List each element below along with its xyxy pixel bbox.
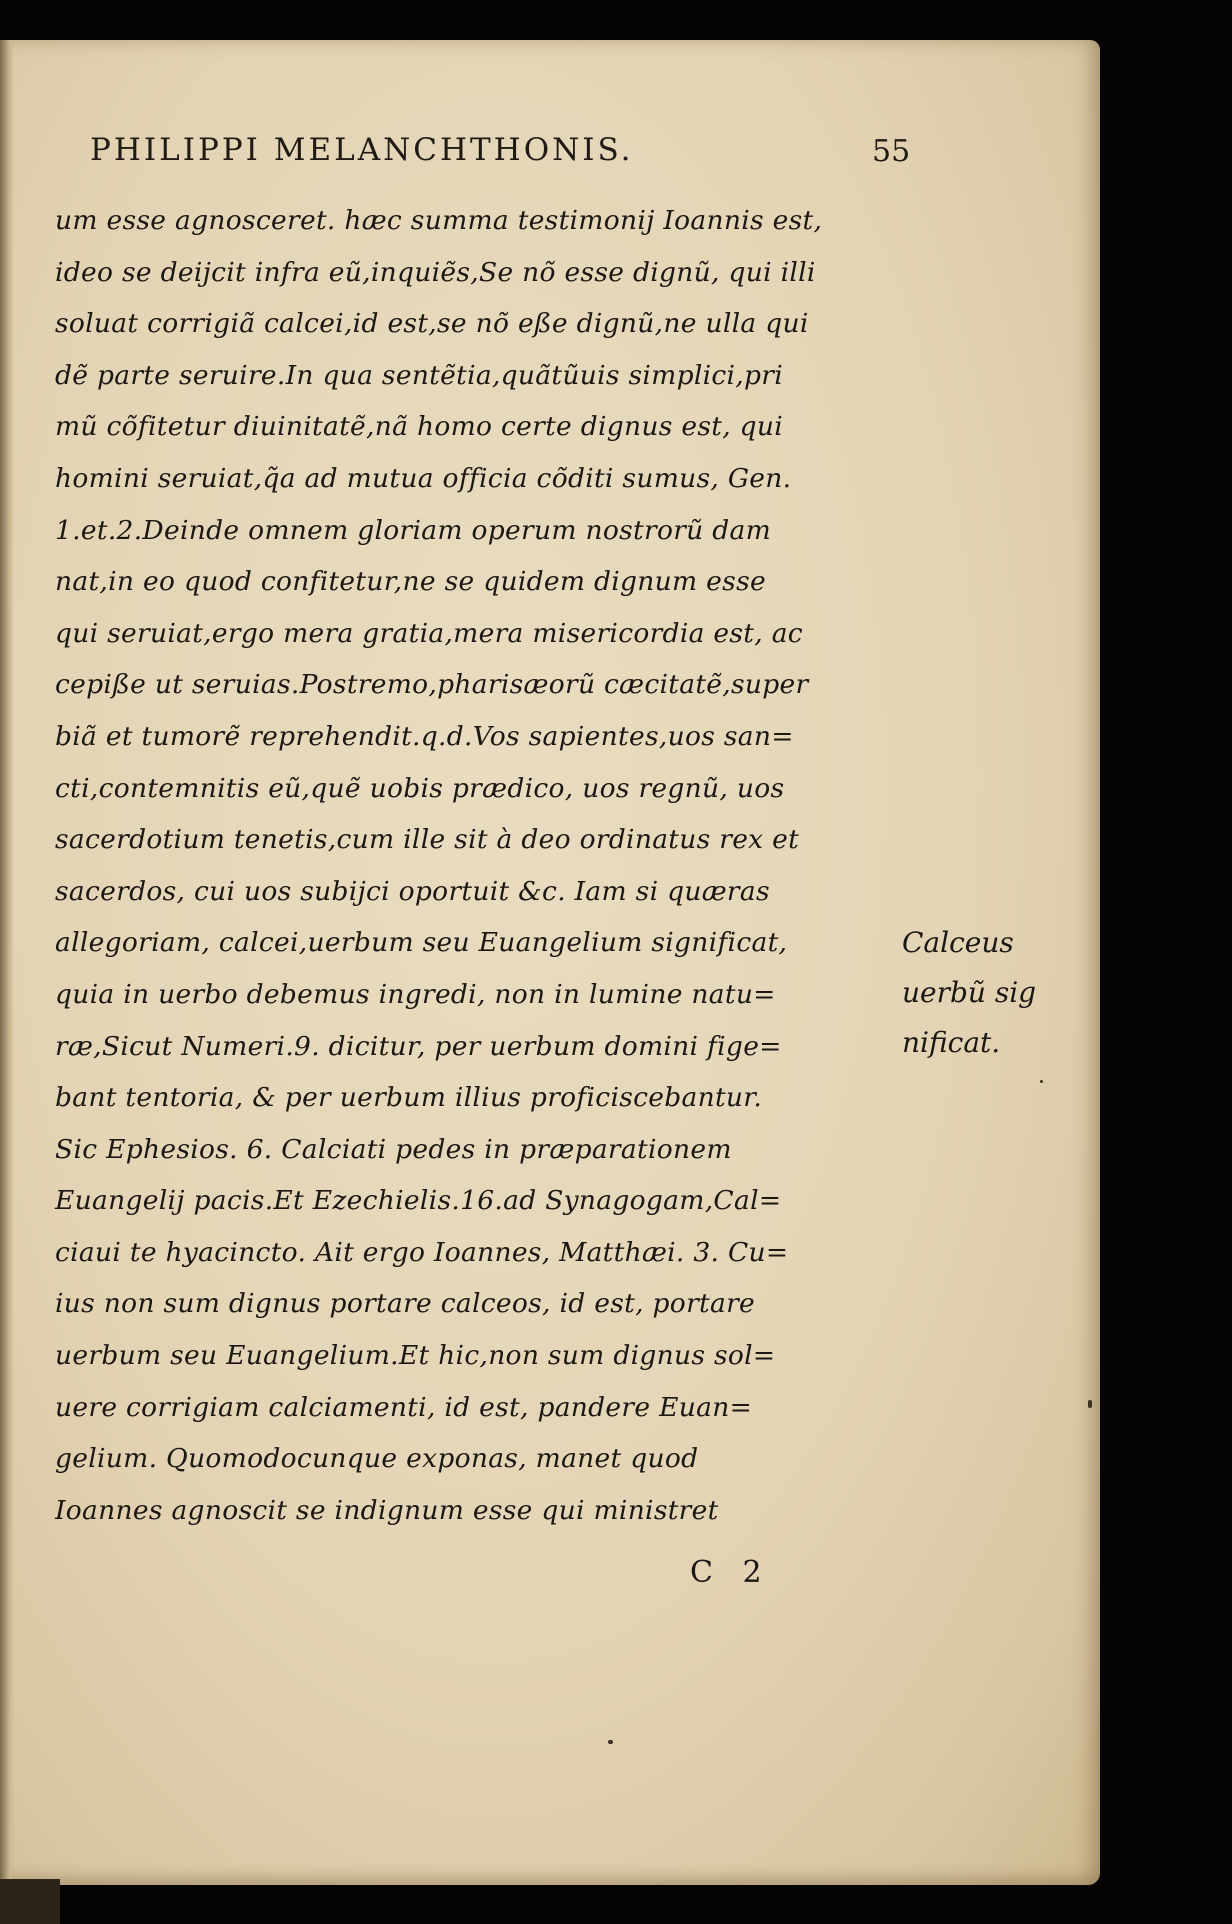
paper-speck: [1088, 1400, 1092, 1408]
marginal-note-line: Calceus: [902, 926, 1014, 959]
text-line: uere corrigiam calciamenti, id est, pandere Euan=: [55, 1391, 753, 1423]
paper-speck: [608, 1740, 613, 1744]
text-line: nat,in eo quod confitetur,ne se quidem dignum esse: [55, 566, 766, 598]
text-line: cti,contemnitis eũ,quẽ uobis prædico, uos regnũ, uos: [55, 772, 785, 804]
text-line: sacerdotium tenetis,cum ille sit à deo ordinatus rex et: [55, 824, 800, 856]
text-line: Ioannes agnoscit se indignum esse qui ministret: [55, 1494, 719, 1526]
text-line: qui seruiat,ergo mera gratia,mera misericordia est, ac: [55, 617, 803, 649]
text-line: ciaui te hyacincto. Ait ergo Ioannes, Matthæi. 3. Cu=: [55, 1236, 789, 1268]
text-line: 1.et.2.Deinde omnem gloriam operum nostrorũ dam: [55, 514, 772, 546]
text-line: quia in uerbo debemus ingredi, non in lumine natu=: [55, 978, 776, 1010]
text-line: homini seruiat,q̃a ad mutua officia cõditi sumus, Gen.: [55, 462, 792, 494]
marginal-note-line: uerbũ sig: [902, 976, 1037, 1009]
text-line: Euangelij pacis.Et Ezechielis.16.ad Synagogam,Cal=: [55, 1185, 782, 1217]
marginal-note: [902, 918, 1052, 1068]
text-line: bant tentoria, & per uerbum illius proficiscebantur.: [55, 1082, 763, 1114]
text-line: biã et tumorẽ reprehendit.q.d.Vos sapientes,uos san=: [55, 720, 794, 752]
text-line: Sic Ephesios. 6. Calciati pedes in præparationem: [55, 1133, 732, 1165]
marginal-note-line: nificat.: [902, 1026, 1001, 1059]
text-line: cepiße ut seruias.Postremo,pharisæorũ cæcitatẽ,super: [55, 669, 809, 701]
text-line: uerbum seu Euangelium.Et hic,non sum dignus sol=: [55, 1340, 776, 1372]
running-header: [90, 132, 990, 172]
text-line: ræ,Sicut Numeri.9. dicitur, per uerbum domini fige=: [55, 1030, 782, 1062]
paper-speck: [1040, 1080, 1043, 1083]
corner-shadow: [0, 1879, 60, 1924]
text-line: um esse agnosceret. hæc summa testimonij Ioannis est,: [55, 205, 823, 236]
text-line: gelium. Quomodocunque exponas, manet quod: [55, 1443, 699, 1475]
text-line: dẽ parte seruire.In qua sentẽtia,quãtũuis simplici,pri: [55, 359, 784, 391]
text-line: mũ cõfitetur diuinitatẽ,nã homo certe dignus est, qui: [55, 411, 784, 443]
page-gutter: [0, 40, 14, 1885]
text-line: ideo se deijcit infra eũ,inquiẽs,Se nõ esse dignũ, qui illi: [55, 256, 816, 288]
text-line: soluat corrigiã calcei,id est,se nõ eße dignũ,ne ulla qui: [55, 308, 809, 340]
page-number: 55: [872, 134, 911, 169]
body-text: [55, 195, 915, 1536]
text-line: allegoriam, calcei,uerbum seu Euangelium significat,: [55, 927, 788, 959]
text-line: ius non sum dignus portare calceos, id est, portare: [55, 1288, 756, 1320]
signature-mark: C 2: [690, 1555, 772, 1590]
running-title: PHILIPPI MELANCHTHONIS.: [90, 132, 634, 168]
text-line: sacerdos, cui uos subijci oportuit &c. Iam si quæras: [55, 875, 770, 907]
